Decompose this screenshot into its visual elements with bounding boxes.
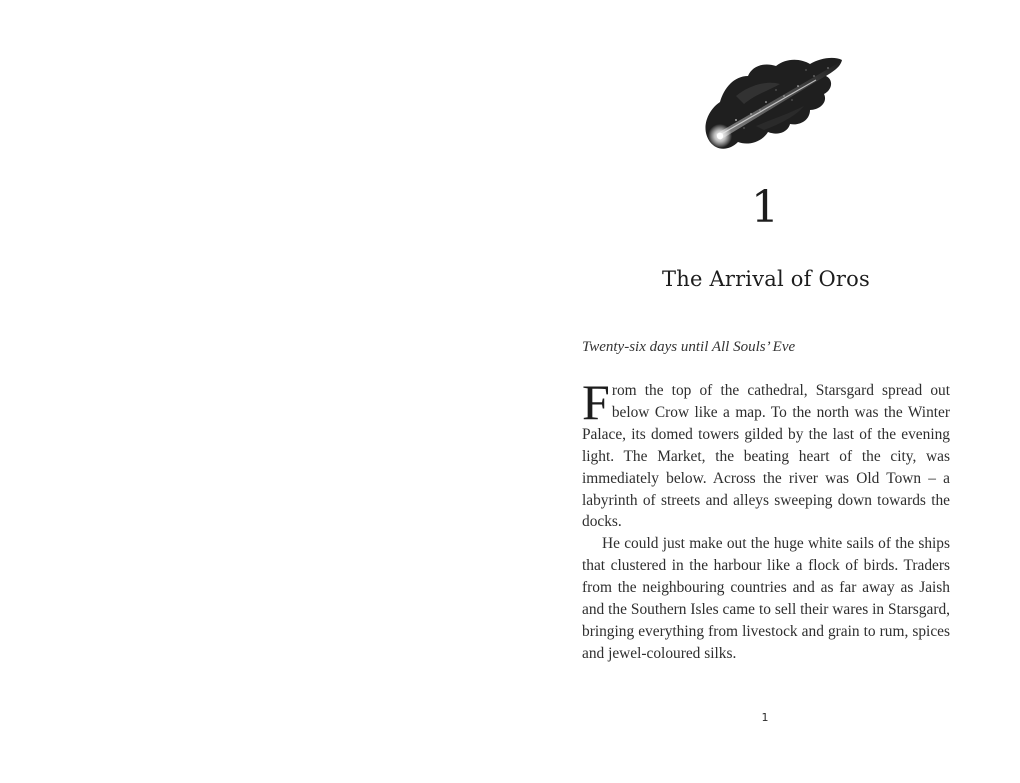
chapter-title: The Arrival of Oros [662,267,870,291]
body-paragraph-1-text: rom the top of the cathedral, Starsgard spread out below Crow like a map. To the north was the Winter Palace, its domed towers gilded by the last of the evening light. The Market, the beating heart of the city, was immediately below. Across the river was Old Town – a labyrinth of streets and alleys sweeping down towards the docks. [582,382,950,531]
chapter-number: 1 [751,182,779,233]
comet-icon [696,50,846,158]
chapter-body [582,374,950,665]
body-paragraph-1 [582,374,950,533]
right-page [510,0,1020,783]
page-number: 1 [761,711,769,724]
body-paragraph-2: He could just make out the huge white sails of the ships that clustered in the harbour like a flock of birds. Traders from the neighbouring countries and as far away as Jaish and the Southern Isles came to sell their wares in Starsgard, bringing everything from livestock and grain to rum, spices and jewel-coloured silks. [582,535,950,662]
chapter-epigraph: Twenty-six days until All Souls’ Eve [582,339,796,355]
drop-cap: F [582,374,610,430]
